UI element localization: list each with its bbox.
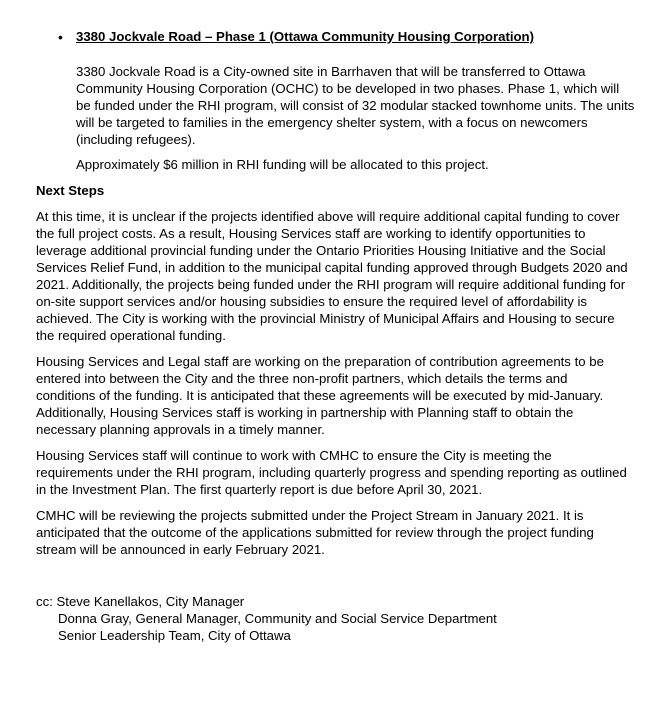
cc-list: [36, 593, 497, 644]
paragraph-capital-funding: At this time, it is unclear if the projects identified above will require additional capital funding to cover the full project costs. As a result, Housing Services staff are working to identify opportunities to leverage additional provincial funding under the Ontario Priorities Housing Initiative and the Social Services Relief Fund, in addition to the municipal capital funding approved through Budgets 2020 and 2021. Additionally, the projects being funded under the RHI program will require additional funding for on-site support services and/or housing subsidies to ensure the required level of affordability is achieved. The City is working with the provincial Ministry of Municipal Affairs and Housing to secure the required operational funding.: [36, 209, 628, 343]
cc-line: Donna Gray, General Manager, Community and Social Service Department: [58, 611, 497, 626]
project-heading: 3380 Jockvale Road – Phase 1 (Ottawa Community Housing Corporation): [76, 29, 535, 44]
bullet-marker: •: [58, 29, 63, 45]
cc-line: Senior Leadership Team, City of Ottawa: [58, 628, 291, 643]
cc-line: cc: Steve Kanellakos, City Manager: [36, 594, 245, 609]
paragraph-contribution-agreements: Housing Services and Legal staff are working on the preparation of contribution agreements to be entered into between the City and the three non-profit partners, which details the terms and conditions of the funding. It is anticipated that these agreements will be executed by mid-January. Additionally, Housing Services staff is working in partnership with Planning staff to obtain the necessary planning approvals in a timely manner.: [36, 354, 604, 437]
project-funding: Approximately $6 million in RHI funding will be allocated to this project.: [76, 157, 489, 172]
paragraph-cmhc-reporting: Housing Services staff will continue to work with CMHC to ensure the City is meeting the requirements under the RHI program, including quarterly progress and spending reporting as outlined in the Investment Plan. The first quarterly report is due before April 30, 2021.: [36, 448, 627, 497]
project-description: 3380 Jockvale Road is a City-owned site in Barrhaven that will be transferred to Ottawa Community Housing Corporation (OCHC) to be developed in two phases. Phase 1, which will be funded under the RHI program, will consist of 32 modular stacked townhome units. The units will be targeted to families in the emergency shelter system, with a focus on newcomers (including refugees).: [76, 64, 635, 147]
section-heading-next-steps: Next Steps: [36, 183, 105, 198]
paragraph-project-stream: CMHC will be reviewing the projects submitted under the Project Stream in January 2021. It is anticipated that the outcome of the applications submitted for review through the project funding stream will be announced in early February 2021.: [36, 508, 594, 557]
